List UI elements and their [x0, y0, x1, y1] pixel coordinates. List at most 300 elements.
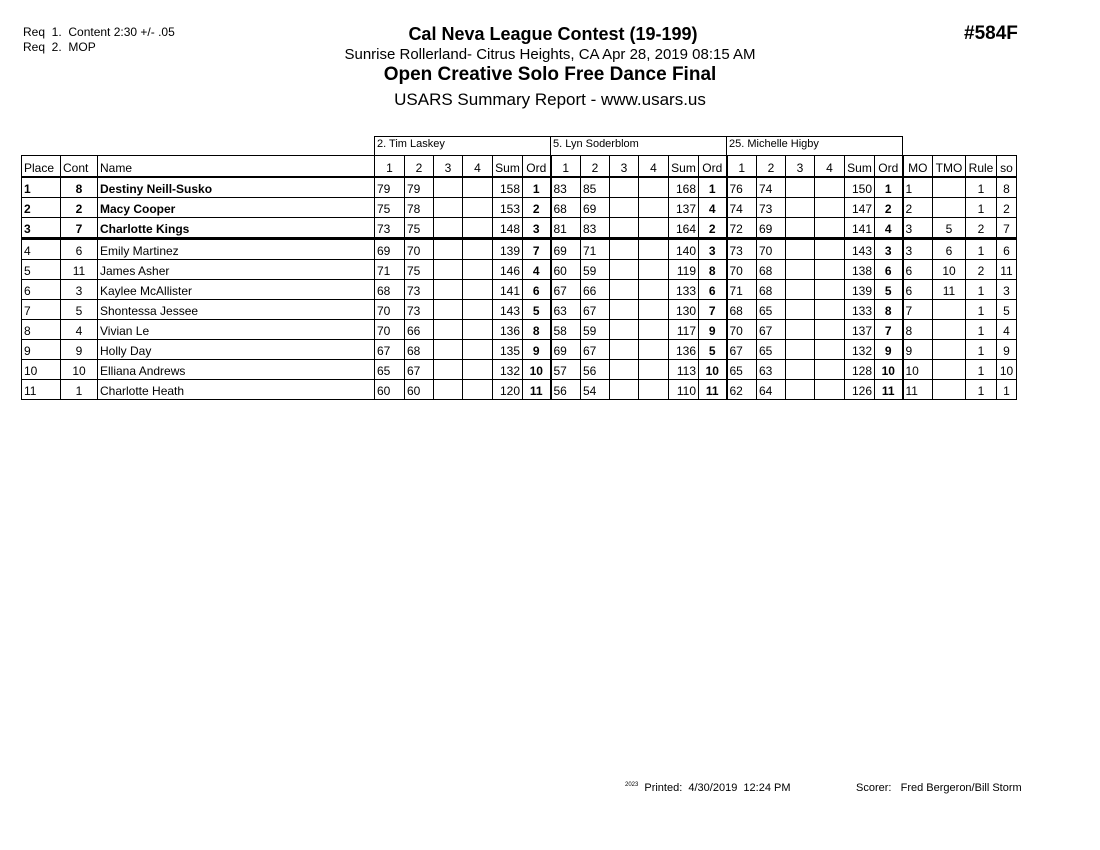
cont-cell: 6	[61, 239, 98, 260]
judge-2-name: 5. Lyn Soderblom	[551, 137, 727, 156]
ord-cell: 2	[699, 218, 727, 239]
so-cell: 10	[997, 360, 1017, 380]
score-2-cell: 71	[581, 239, 610, 260]
table-row	[22, 320, 1017, 340]
tmo-cell: 10	[933, 260, 966, 280]
score-1-cell: 73	[727, 239, 757, 260]
header-score-1: 1	[551, 156, 581, 178]
sum-cell: 110	[669, 380, 699, 400]
score-3-cell	[610, 300, 639, 320]
ord-cell: 4	[699, 198, 727, 218]
score-2-cell: 56	[581, 360, 610, 380]
sum-cell: 164	[669, 218, 699, 239]
score-3-cell	[610, 320, 639, 340]
score-1-cell: 76	[727, 177, 757, 198]
score-1-cell: 69	[551, 239, 581, 260]
ord-cell: 3	[523, 218, 551, 239]
tmo-cell: 11	[933, 280, 966, 300]
tmo-cell	[933, 177, 966, 198]
score-3-cell	[610, 260, 639, 280]
place-cell: 1	[22, 177, 61, 198]
score-1-cell: 70	[375, 300, 405, 320]
score-2-cell: 67	[405, 360, 434, 380]
mo-cell: 3	[903, 239, 933, 260]
so-cell: 4	[997, 320, 1017, 340]
report-line: USARS Summary Report - www.usars.us	[394, 90, 706, 109]
rule-cell: 1	[966, 177, 997, 198]
score-4-cell	[815, 218, 845, 239]
sum-cell: 147	[845, 198, 875, 218]
sum-cell: 120	[493, 380, 523, 400]
place-cell: 9	[22, 340, 61, 360]
score-3-cell	[610, 239, 639, 260]
score-4-cell	[463, 300, 493, 320]
score-3-cell	[434, 198, 463, 218]
mo-cell: 1	[903, 177, 933, 198]
name-cell: Kaylee McAllister	[98, 280, 375, 300]
score-4-cell	[815, 320, 845, 340]
sum-cell: 141	[493, 280, 523, 300]
judge-1-name: 2. Tim Laskey	[375, 137, 551, 156]
header-score-4: 4	[815, 156, 845, 178]
table-row	[22, 260, 1017, 280]
score-1-cell: 73	[375, 218, 405, 239]
score-1-cell: 81	[551, 218, 581, 239]
mo-cell: 6	[903, 280, 933, 300]
score-3-cell	[434, 218, 463, 239]
score-2-cell: 79	[405, 177, 434, 198]
so-cell: 7	[997, 218, 1017, 239]
ord-cell: 11	[523, 380, 551, 400]
score-3-cell	[786, 300, 815, 320]
ord-cell: 2	[523, 198, 551, 218]
footer-code: 2023	[625, 782, 639, 789]
score-3-cell	[434, 340, 463, 360]
score-1-cell: 56	[551, 380, 581, 400]
score-4-cell	[463, 340, 493, 360]
ord-cell: 1	[523, 177, 551, 198]
results-table	[21, 136, 1017, 400]
printed-timestamp: Printed: 4/30/2019 12:24 PM	[644, 782, 791, 794]
score-3-cell	[610, 177, 639, 198]
ord-cell: 1	[699, 177, 727, 198]
ord-cell: 8	[523, 320, 551, 340]
requirement-2: Req 2. MOP	[23, 40, 96, 54]
score-4-cell	[463, 320, 493, 340]
so-cell: 5	[997, 300, 1017, 320]
table-row	[22, 239, 1017, 260]
sum-cell: 148	[493, 218, 523, 239]
ord-cell: 5	[699, 340, 727, 360]
place-cell: 3	[22, 218, 61, 239]
mo-cell: 3	[903, 218, 933, 239]
tmo-cell	[933, 198, 966, 218]
sum-cell: 143	[845, 239, 875, 260]
ord-cell: 3	[875, 239, 903, 260]
score-1-cell: 70	[727, 320, 757, 340]
sum-cell: 128	[845, 360, 875, 380]
name-cell: Charlotte Kings	[98, 218, 375, 239]
score-1-cell: 75	[375, 198, 405, 218]
score-2-cell: 67	[581, 300, 610, 320]
score-4-cell	[463, 360, 493, 380]
score-1-cell: 67	[551, 280, 581, 300]
rule-cell: 1	[966, 239, 997, 260]
tmo-cell	[933, 320, 966, 340]
mo-cell: 9	[903, 340, 933, 360]
place-cell: 4	[22, 239, 61, 260]
name-cell: Elliana Andrews	[98, 360, 375, 380]
cont-cell: 9	[61, 340, 98, 360]
sum-cell: 132	[845, 340, 875, 360]
ord-cell: 9	[699, 320, 727, 340]
location-line: Sunrise Rollerland- Citrus Heights, CA Apr 28, 2019 08:15 AM	[344, 46, 756, 63]
sum-cell: 168	[669, 177, 699, 198]
score-3-cell	[610, 280, 639, 300]
sum-cell: 132	[493, 360, 523, 380]
score-2-cell: 65	[757, 340, 786, 360]
score-4-cell	[815, 280, 845, 300]
header-so: so	[997, 156, 1017, 178]
header-ord: Ord	[875, 156, 903, 178]
mo-cell: 11	[903, 380, 933, 400]
sum-cell: 136	[493, 320, 523, 340]
ord-cell: 6	[875, 260, 903, 280]
rule-cell: 1	[966, 340, 997, 360]
tmo-cell	[933, 380, 966, 400]
rule-cell: 1	[966, 320, 997, 340]
sum-cell: 143	[493, 300, 523, 320]
place-cell: 6	[22, 280, 61, 300]
score-1-cell: 69	[375, 239, 405, 260]
sum-cell: 136	[669, 340, 699, 360]
score-4-cell	[815, 177, 845, 198]
score-2-cell: 73	[757, 198, 786, 218]
score-1-cell: 65	[727, 360, 757, 380]
so-cell: 11	[997, 260, 1017, 280]
place-cell: 7	[22, 300, 61, 320]
score-3-cell	[610, 360, 639, 380]
header-score-3: 3	[786, 156, 815, 178]
ord-cell: 8	[699, 260, 727, 280]
rule-cell: 1	[966, 360, 997, 380]
score-4-cell	[463, 280, 493, 300]
table-row	[22, 280, 1017, 300]
score-3-cell	[434, 177, 463, 198]
so-cell: 3	[997, 280, 1017, 300]
score-2-cell: 68	[757, 260, 786, 280]
mo-cell: 6	[903, 260, 933, 280]
score-4-cell	[639, 198, 669, 218]
header-score-2: 2	[757, 156, 786, 178]
header-ord: Ord	[699, 156, 727, 178]
table-row	[22, 218, 1017, 239]
score-4-cell	[463, 218, 493, 239]
sum-cell: 133	[845, 300, 875, 320]
score-1-cell: 67	[375, 340, 405, 360]
ord-cell: 5	[523, 300, 551, 320]
score-2-cell: 54	[581, 380, 610, 400]
score-4-cell	[639, 260, 669, 280]
sum-cell: 133	[669, 280, 699, 300]
mo-cell: 10	[903, 360, 933, 380]
score-2-cell: 70	[405, 239, 434, 260]
score-2-cell: 75	[405, 218, 434, 239]
score-1-cell: 71	[375, 260, 405, 280]
score-3-cell	[434, 380, 463, 400]
score-1-cell: 57	[551, 360, 581, 380]
sum-cell: 137	[669, 198, 699, 218]
sum-cell: 117	[669, 320, 699, 340]
score-3-cell	[786, 320, 815, 340]
ord-cell: 7	[699, 300, 727, 320]
sum-cell: 135	[493, 340, 523, 360]
score-1-cell: 83	[551, 177, 581, 198]
sum-cell: 146	[493, 260, 523, 280]
sum-cell: 130	[669, 300, 699, 320]
score-4-cell	[463, 239, 493, 260]
score-4-cell	[815, 260, 845, 280]
score-1-cell: 70	[727, 260, 757, 280]
score-4-cell	[639, 360, 669, 380]
score-1-cell: 60	[375, 380, 405, 400]
rule-cell: 2	[966, 218, 997, 239]
sum-cell: 138	[845, 260, 875, 280]
score-3-cell	[610, 218, 639, 239]
tmo-cell: 5	[933, 218, 966, 239]
cont-cell: 1	[61, 380, 98, 400]
cont-cell: 3	[61, 280, 98, 300]
so-cell: 1	[997, 380, 1017, 400]
ord-cell: 6	[699, 280, 727, 300]
score-3-cell	[434, 360, 463, 380]
sum-cell: 126	[845, 380, 875, 400]
score-2-cell: 59	[581, 260, 610, 280]
rule-cell: 1	[966, 280, 997, 300]
rule-cell: 2	[966, 260, 997, 280]
sum-cell: 137	[845, 320, 875, 340]
header-score-2: 2	[405, 156, 434, 178]
score-2-cell: 67	[581, 340, 610, 360]
table-row	[22, 177, 1017, 198]
ord-cell: 11	[875, 380, 903, 400]
contest-title: Cal Neva League Contest (19-199)	[408, 24, 698, 44]
name-cell: Charlotte Heath	[98, 380, 375, 400]
so-cell: 9	[997, 340, 1017, 360]
event-code: #584F	[964, 23, 1018, 44]
score-2-cell: 66	[405, 320, 434, 340]
score-1-cell: 79	[375, 177, 405, 198]
column-header-row	[22, 156, 1017, 178]
sum-cell: 158	[493, 177, 523, 198]
sum-cell: 140	[669, 239, 699, 260]
ord-cell: 7	[523, 239, 551, 260]
ord-cell: 11	[699, 380, 727, 400]
score-2-cell: 66	[581, 280, 610, 300]
ord-cell: 6	[523, 280, 551, 300]
score-2-cell: 73	[405, 280, 434, 300]
cont-cell: 7	[61, 218, 98, 239]
score-3-cell	[786, 218, 815, 239]
header-cont: Cont	[61, 156, 98, 178]
judge-3-name: 25. Michelle Higby	[727, 137, 903, 156]
cont-cell: 4	[61, 320, 98, 340]
header-score-2: 2	[581, 156, 610, 178]
score-3-cell	[434, 300, 463, 320]
printed-footer	[625, 782, 791, 794]
score-1-cell: 74	[727, 198, 757, 218]
score-3-cell	[786, 280, 815, 300]
score-4-cell	[815, 360, 845, 380]
ord-cell: 1	[875, 177, 903, 198]
header-score-4: 4	[463, 156, 493, 178]
mo-cell: 7	[903, 300, 933, 320]
score-1-cell: 63	[551, 300, 581, 320]
ord-cell: 8	[875, 300, 903, 320]
score-3-cell	[434, 260, 463, 280]
sum-cell: 150	[845, 177, 875, 198]
score-2-cell: 83	[581, 218, 610, 239]
tmo-cell	[933, 360, 966, 380]
score-1-cell: 70	[375, 320, 405, 340]
name-cell: Macy Cooper	[98, 198, 375, 218]
score-3-cell	[786, 260, 815, 280]
mo-cell: 8	[903, 320, 933, 340]
event-name: Open Creative Solo Free Dance Final	[383, 64, 717, 85]
cont-cell: 5	[61, 300, 98, 320]
score-1-cell: 68	[551, 198, 581, 218]
score-1-cell: 62	[727, 380, 757, 400]
ord-cell: 5	[875, 280, 903, 300]
table-row	[22, 360, 1017, 380]
sum-cell: 119	[669, 260, 699, 280]
header-score-1: 1	[375, 156, 405, 178]
score-4-cell	[463, 260, 493, 280]
place-cell: 10	[22, 360, 61, 380]
cont-cell: 2	[61, 198, 98, 218]
score-4-cell	[815, 380, 845, 400]
place-cell: 2	[22, 198, 61, 218]
score-3-cell	[786, 239, 815, 260]
score-2-cell: 63	[757, 360, 786, 380]
sum-cell: 139	[493, 239, 523, 260]
score-2-cell: 85	[581, 177, 610, 198]
tmo-cell	[933, 300, 966, 320]
rule-cell: 1	[966, 198, 997, 218]
ord-cell: 10	[699, 360, 727, 380]
score-2-cell: 78	[405, 198, 434, 218]
place-cell: 11	[22, 380, 61, 400]
name-cell: Emily Martinez	[98, 239, 375, 260]
score-4-cell	[815, 198, 845, 218]
header-ord: Ord	[523, 156, 551, 178]
score-4-cell	[639, 320, 669, 340]
header-rule: Rule	[966, 156, 997, 178]
score-3-cell	[610, 198, 639, 218]
ord-cell: 10	[875, 360, 903, 380]
ord-cell: 10	[523, 360, 551, 380]
ord-cell: 4	[875, 218, 903, 239]
sum-cell: 153	[493, 198, 523, 218]
rule-cell: 1	[966, 380, 997, 400]
table-row	[22, 300, 1017, 320]
score-4-cell	[639, 300, 669, 320]
header-name: Name	[98, 156, 375, 178]
score-4-cell	[639, 177, 669, 198]
score-4-cell	[463, 177, 493, 198]
name-cell: Holly Day	[98, 340, 375, 360]
score-2-cell: 70	[757, 239, 786, 260]
name-cell: Destiny Neill-Susko	[98, 177, 375, 198]
score-2-cell: 73	[405, 300, 434, 320]
rule-cell: 1	[966, 300, 997, 320]
header-score-3: 3	[610, 156, 639, 178]
score-4-cell	[639, 280, 669, 300]
score-2-cell: 74	[757, 177, 786, 198]
header-mo: MO	[903, 156, 933, 178]
cont-cell: 10	[61, 360, 98, 380]
ord-cell: 4	[523, 260, 551, 280]
score-4-cell	[463, 380, 493, 400]
score-2-cell: 69	[581, 198, 610, 218]
tmo-cell	[933, 340, 966, 360]
score-4-cell	[639, 218, 669, 239]
cont-cell: 8	[61, 177, 98, 198]
header-place: Place	[22, 156, 61, 178]
ord-cell: 2	[875, 198, 903, 218]
score-2-cell: 60	[405, 380, 434, 400]
header-sum: Sum	[845, 156, 875, 178]
table-row	[22, 380, 1017, 400]
cont-cell: 11	[61, 260, 98, 280]
score-3-cell	[786, 360, 815, 380]
header-score-3: 3	[434, 156, 463, 178]
score-3-cell	[434, 280, 463, 300]
score-2-cell: 68	[405, 340, 434, 360]
header-score-4: 4	[639, 156, 669, 178]
score-1-cell: 68	[727, 300, 757, 320]
score-1-cell: 60	[551, 260, 581, 280]
score-2-cell: 68	[757, 280, 786, 300]
score-3-cell	[434, 239, 463, 260]
table-row	[22, 340, 1017, 360]
score-4-cell	[815, 300, 845, 320]
sum-cell: 139	[845, 280, 875, 300]
header-sum: Sum	[669, 156, 699, 178]
score-2-cell: 59	[581, 320, 610, 340]
score-4-cell	[463, 198, 493, 218]
header-score-1: 1	[727, 156, 757, 178]
sum-cell: 113	[669, 360, 699, 380]
judge-header-row	[22, 137, 1017, 156]
so-cell: 6	[997, 239, 1017, 260]
score-3-cell	[434, 320, 463, 340]
score-1-cell: 68	[375, 280, 405, 300]
score-3-cell	[610, 380, 639, 400]
requirement-1: Req 1. Content 2:30 +/- .05	[23, 25, 175, 39]
ord-cell: 3	[699, 239, 727, 260]
score-2-cell: 65	[757, 300, 786, 320]
score-1-cell: 67	[727, 340, 757, 360]
score-4-cell	[639, 340, 669, 360]
name-cell: Shontessa Jessee	[98, 300, 375, 320]
score-3-cell	[786, 340, 815, 360]
mo-cell: 2	[903, 198, 933, 218]
score-1-cell: 69	[551, 340, 581, 360]
score-4-cell	[815, 340, 845, 360]
scorer-footer: Scorer: Fred Bergeron/Bill Storm	[856, 782, 1022, 794]
score-4-cell	[639, 380, 669, 400]
